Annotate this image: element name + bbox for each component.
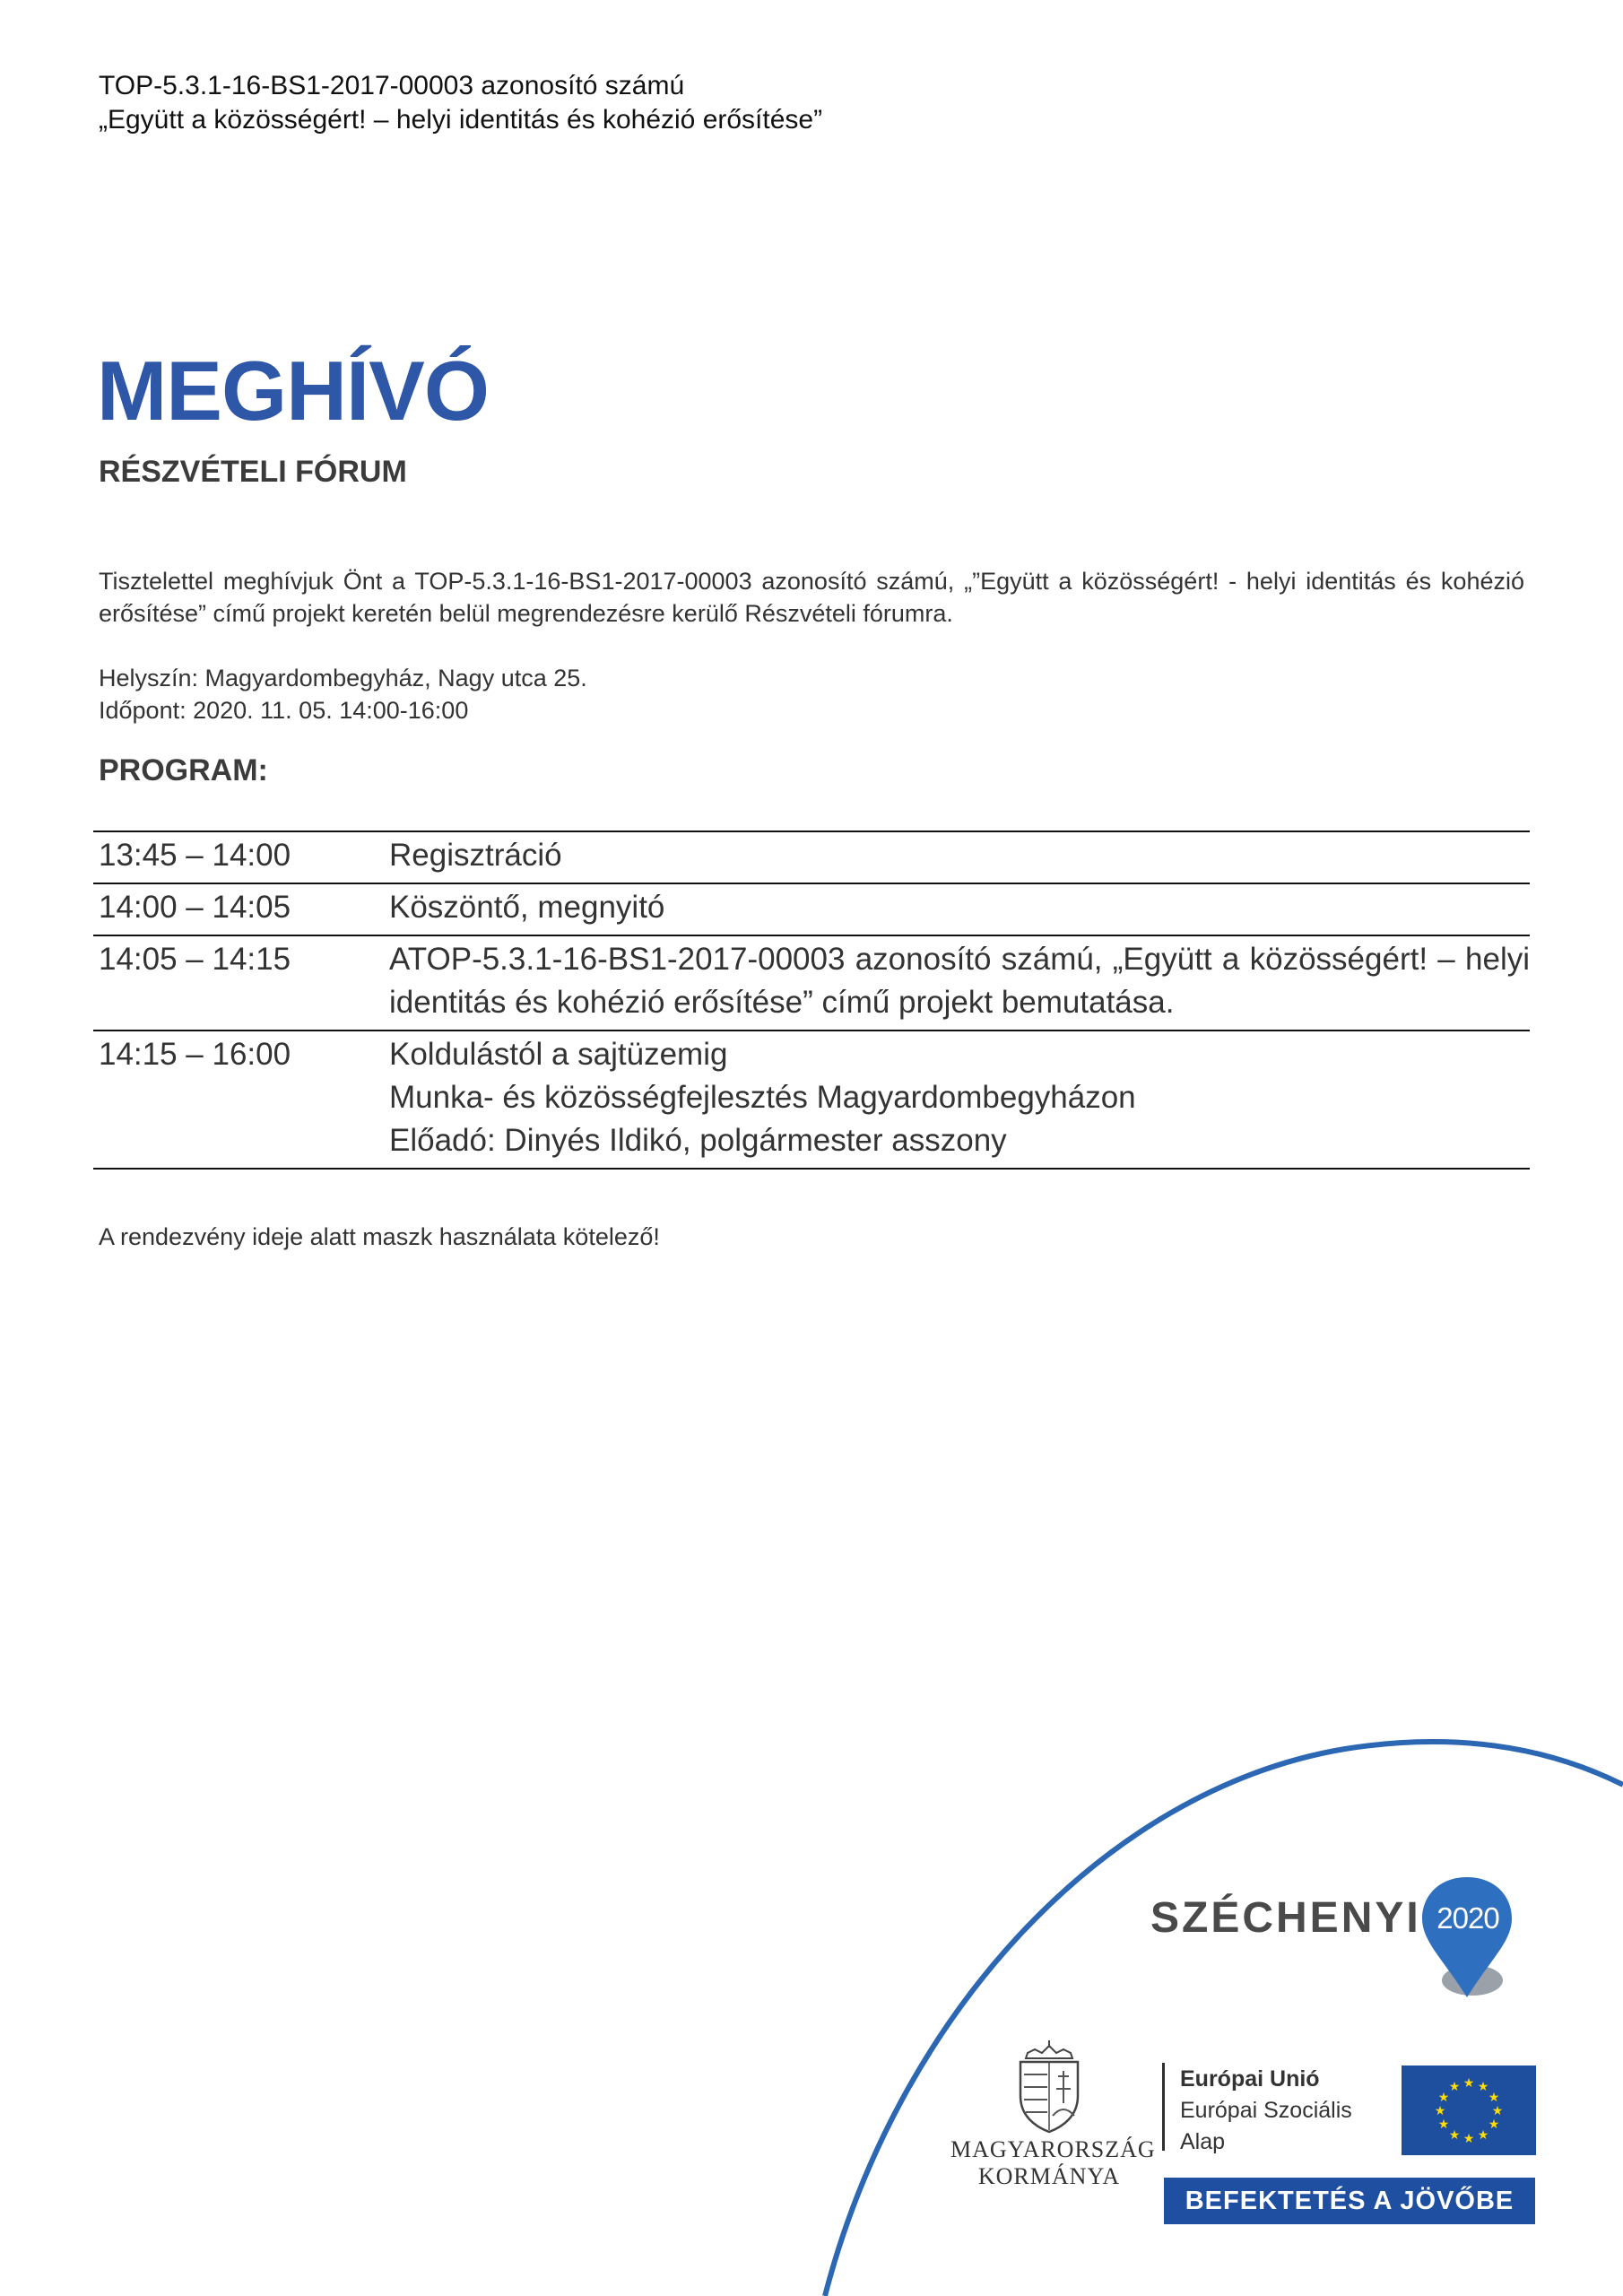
eu-label: Európai Unió bbox=[1180, 2066, 1320, 2092]
coat-of-arms-icon bbox=[1013, 2040, 1085, 2135]
svg-text:★: ★ bbox=[1434, 2104, 1446, 2118]
svg-text:★: ★ bbox=[1437, 2091, 1450, 2105]
szechenyi-logo-text: SZÉCHENYI bbox=[1150, 1894, 1421, 1942]
project-title-line: „Együtt a közösségért! – helyi identitás és kohézió erősítése” bbox=[99, 105, 823, 135]
time-text: Időpont: 2020. 11. 05. 14:00-16:00 bbox=[99, 697, 469, 724]
svg-text:★: ★ bbox=[1437, 2118, 1450, 2132]
location-text: Helyszín: Magyardombegyház, Nagy utca 25. bbox=[99, 665, 587, 691]
program-line: Köszöntő, megnyitó bbox=[389, 890, 665, 925]
eu-fund-label: Európai Szociális bbox=[1180, 2098, 1352, 2123]
eu-flag-icon bbox=[1402, 2066, 1536, 2155]
program-time: 14:00 – 14:05 bbox=[99, 890, 291, 925]
program-line: ATOP-5.3.1-16-BS1-2017-00003 azonosító számú, „Együtt a közösségért! – helyi identitás és kohézió erősítése” című projekt bemutatása. bbox=[389, 942, 1530, 1020]
svg-text:★: ★ bbox=[1462, 2132, 1475, 2146]
szechenyi-year: 2020 bbox=[1436, 1901, 1499, 1935]
program-line: Koldulástól a sajtüzemig bbox=[389, 1037, 728, 1072]
svg-text:★: ★ bbox=[1462, 2076, 1475, 2091]
program-heading: PROGRAM: bbox=[99, 753, 268, 787]
program-time: 14:05 – 14:15 bbox=[99, 942, 291, 977]
svg-text:★: ★ bbox=[1448, 2080, 1461, 2094]
program-time: 14:15 – 16:00 bbox=[99, 1037, 291, 1072]
government-logo-line1: MAGYARORSZÁG bbox=[950, 2136, 1156, 2162]
svg-text:★: ★ bbox=[1477, 2080, 1489, 2094]
invitation-text: Tisztelettel meghívjuk Önt a TOP-5.3.1-16-BS1-2017-00003 azonosító számú, „”Együtt a közösségért! - helyi identitás és kohézió erősítése” című projekt keretén belül megrendezésre kerülő Részvételi fórumra. bbox=[99, 568, 1524, 627]
svg-text:★: ★ bbox=[1448, 2128, 1461, 2143]
eu-divider bbox=[1162, 2063, 1165, 2151]
investment-banner: BEFEKTETÉS A JÖVŐBE bbox=[1164, 2178, 1535, 2224]
svg-text:★: ★ bbox=[1491, 2104, 1504, 2118]
program-time: 13:45 – 14:00 bbox=[99, 838, 291, 873]
page-title: MEGHÍVÓ bbox=[97, 344, 489, 438]
program-line: Előadó: Dinyés Ildikó, polgármester asszony bbox=[389, 1123, 1007, 1158]
location-pin-icon bbox=[1417, 1870, 1524, 2005]
project-id-line: TOP-5.3.1-16-BS1-2017-00003 azonosító számú bbox=[99, 71, 685, 100]
svg-text:★: ★ bbox=[1477, 2128, 1489, 2143]
program-line: Regisztráció bbox=[389, 838, 562, 873]
program-line: Munka- és közösségfejlesztés Magyardombegyházon bbox=[389, 1080, 1136, 1115]
svg-text:★: ★ bbox=[1488, 2118, 1500, 2132]
page-subtitle: RÉSZVÉTELI FÓRUM bbox=[99, 455, 407, 489]
government-logo-line2: KORMÁNYA bbox=[977, 2163, 1121, 2189]
mask-notice: A rendezvény ideje alatt maszk használata kötelező! bbox=[99, 1223, 660, 1250]
svg-text:★: ★ bbox=[1488, 2091, 1500, 2105]
eu-fund-label-2: Alap bbox=[1180, 2129, 1226, 2154]
